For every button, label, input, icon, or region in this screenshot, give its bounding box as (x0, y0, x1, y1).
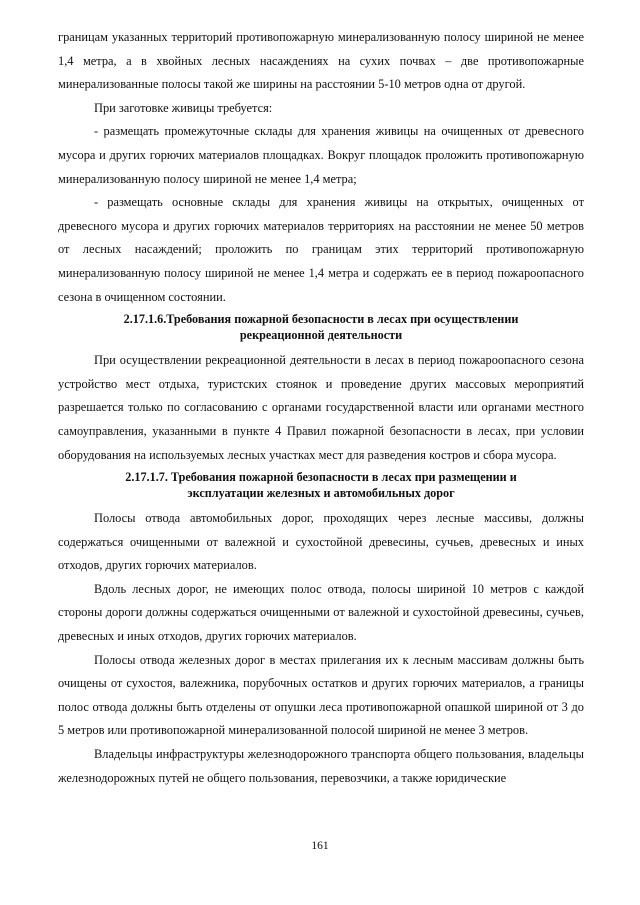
paragraph-resin-intermediate-storage: - размещать промежуточные склады для хранения живицы на очищенных от древесного мусора и других горючих материалов площадках. Вокруг площадок проложить противопожарную минерализованную полосу шириной не менее 1,4 метра; (58, 124, 584, 186)
section-heading-roads: 2.17.1.7. Требования пожарной безопасности в лесах при размещении и эксплуатации железных и автомобильных дорог (125, 470, 517, 501)
paragraph-forest-roads: Вдоль лесных дорог, не имеющих полос отвода, полосы шириной 10 метров с каждой стороны дороги должны содержаться очищенными от валежной и сухостойной древесины, сучьев, древесных и иных отходов, других горючих материалов. (58, 581, 584, 644)
paragraph-resin-main-storage: - размещать основные склады для хранения живицы на открытых, очищенных от древесного мусора и других горючих материалов территориях на расстоянии не менее 50 метров от лесных насаждений; проложить по границам этих территорий противопожарную минерализованную полосу шириной не менее 1,4 метра и содержать ее в период пожароопасного сезона в очищенном состоянии. (58, 195, 584, 304)
paragraph-railway-owners: Владельцы инфраструктуры железнодорожного транспорта общего пользования, владельцы железнодорожных путей не общего пользования, перевозчики, а также юридические (58, 747, 584, 785)
paragraph-continuation: границам указанных территорий противопожарную минерализованную полосу шириной не менее 1,4 метра, а в хвойных лесных насаждениях на сухих почвах – две противопожарные минерализованные полосы такой же ширины на расстоянии 5-10 метров одна от другой. (58, 30, 584, 92)
paragraph-resin-intro: При заготовке живицы требуется: (94, 100, 273, 115)
paragraph-road-right-of-way: Полосы отвода автомобильных дорог, проходящих через лесные массивы, должны содержаться очищенными от валежной и сухостойной древесины, сучьев, древесных и иных отходов, других горючих материалов. (58, 511, 584, 573)
document-page (58, 26, 584, 790)
paragraph-recreation: При осуществлении рекреационной деятельности в лесах в период пожароопасного сезона устройство мест отдыха, туристских стоянок и проведение других массовых мероприятий разрешается только по согласованию с органами государственной власти или органами местного самоуправления, указанными в пункте 4 Правил пожарной безопасности в лесах, при условии оборудования на используемых лесных участках мест для разведения костров и сбора мусора. (58, 353, 584, 462)
paragraph-railway-right-of-way: Полосы отвода железных дорог в местах прилегания их к лесным массивам должны быть очищены от сухостоя, валежника, порубочных остатков и других горючих материалов, а границы полос отвода должны быть отделены от опушки леса противопожарной опашкой шириной от 3 до 5 метров или противопожарной минерализованной полосой шириной не менее 3 метров. (58, 652, 584, 738)
section-heading-recreation: 2.17.1.6.Требования пожарной безопасности в лесах при осуществлении рекреационной деятельности (123, 312, 519, 343)
page-number: 161 (311, 840, 329, 852)
